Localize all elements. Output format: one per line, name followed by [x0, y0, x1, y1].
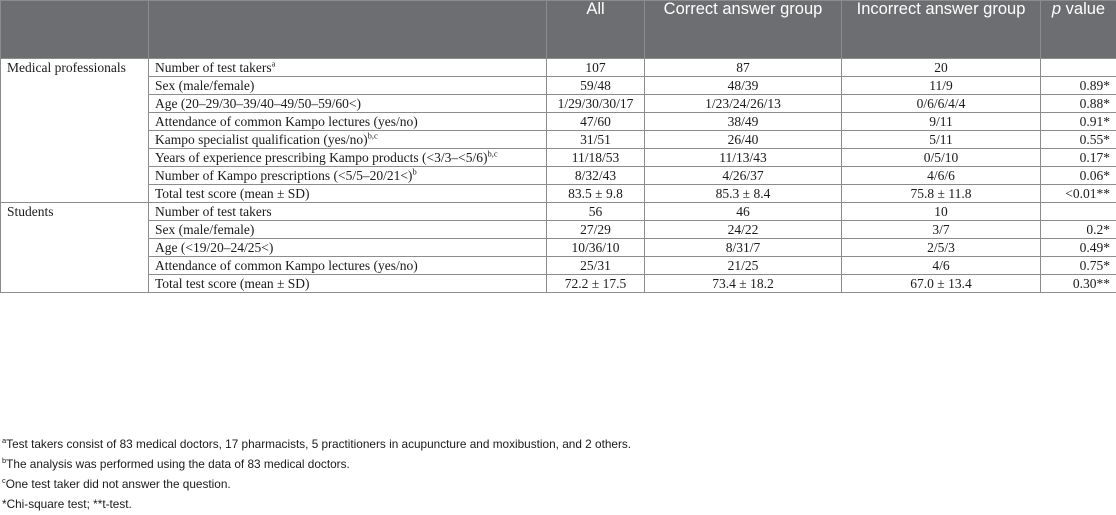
table-row [1, 185, 1116, 203]
variable-label: Attendance of common Kampo lectures (yes/no) [155, 114, 418, 129]
correct-value: 26/40 [645, 131, 842, 149]
p-value: 0.91* [1041, 113, 1116, 131]
all-value: 107 [547, 59, 645, 77]
table-row [1, 239, 1116, 257]
variable-cell [149, 149, 547, 167]
table-footnotes [2, 434, 631, 514]
table-row [1, 167, 1116, 185]
variable-cell [149, 113, 547, 131]
table-row [1, 77, 1116, 95]
all-value: 59/48 [547, 77, 645, 95]
footnote-line [2, 494, 631, 514]
variable-label: Kampo specialist qualification (yes/no) [155, 132, 368, 147]
table-row [1, 203, 1116, 221]
variable-label: Number of test takers [155, 60, 272, 75]
variable-cell [149, 257, 547, 275]
variable-label: Sex (male/female) [155, 222, 255, 237]
header-group-blank [1, 1, 149, 59]
variable-cell [149, 275, 547, 293]
footnote-mark: c [2, 476, 6, 486]
variable-cell [149, 221, 547, 239]
variable-cell [149, 77, 547, 95]
table-row [1, 95, 1116, 113]
all-value: 72.2 ± 17.5 [547, 275, 645, 293]
correct-value: 8/31/7 [645, 239, 842, 257]
all-value: 25/31 [547, 257, 645, 275]
all-value: 27/29 [547, 221, 645, 239]
p-value: 0.17* [1041, 149, 1116, 167]
variable-label: Age (<19/20–24/25<) [155, 240, 274, 255]
all-value: 47/60 [547, 113, 645, 131]
correct-value: 48/39 [645, 77, 842, 95]
correct-value: 1/23/24/26/13 [645, 95, 842, 113]
correct-value: 11/13/43 [645, 149, 842, 167]
footnote-line [2, 474, 631, 494]
p-value: 0.06* [1041, 167, 1116, 185]
table-row [1, 113, 1116, 131]
footnote-marker: b [412, 166, 417, 177]
incorrect-value: 4/6/6 [842, 167, 1041, 185]
header-p-italic: p [1051, 0, 1062, 18]
correct-value: 4/26/37 [645, 167, 842, 185]
variable-cell [149, 203, 547, 221]
all-value: 31/51 [547, 131, 645, 149]
p-value: 0.55* [1041, 131, 1116, 149]
table-row [1, 131, 1116, 149]
header-row [1, 1, 1116, 59]
group-label: Medical professionals [1, 59, 149, 203]
p-value: 0.88* [1041, 95, 1116, 113]
header-p-value [1041, 1, 1116, 59]
footnote-text: The analysis was performed using the data of 83 medical doctors. [6, 457, 350, 471]
footnote-text: Test takers consist of 83 medical doctors, 17 pharmacists, 5 practitioners in acupuncture and moxibustion, and 2 others. [6, 437, 632, 451]
p-value: 0.75* [1041, 257, 1116, 275]
variable-label: Years of experience prescribing Kampo products (<3/3–<5/6) [155, 150, 488, 165]
all-value: 83.5 ± 9.8 [547, 185, 645, 203]
group-label: Students [1, 203, 149, 293]
variable-label: Number of test takers [155, 204, 272, 219]
footnote-line [2, 454, 631, 474]
footnote-text: *Chi-square test; **t-test. [2, 497, 132, 511]
all-value: 11/18/53 [547, 149, 645, 167]
incorrect-value: 9/11 [842, 113, 1041, 131]
footnote-line [2, 434, 631, 454]
variable-label: Number of Kampo prescriptions (<5/5–20/21<) [155, 168, 413, 183]
footnote-mark: b [2, 456, 7, 466]
all-value: 8/32/43 [547, 167, 645, 185]
table-row [1, 275, 1116, 293]
variable-cell [149, 167, 547, 185]
all-value: 56 [547, 203, 645, 221]
correct-value: 46 [645, 203, 842, 221]
correct-value: 73.4 ± 18.2 [645, 275, 842, 293]
p-value [1041, 59, 1116, 77]
variable-cell [149, 239, 547, 257]
header-correct-group: Correct answer group [645, 1, 842, 59]
incorrect-value: 4/6 [842, 257, 1041, 275]
table-row [1, 59, 1116, 77]
variable-label: Age (20–29/30–39/40–49/50–59/60<) [155, 96, 361, 111]
p-value: 0.49* [1041, 239, 1116, 257]
correct-value: 21/25 [645, 257, 842, 275]
incorrect-value: 10 [842, 203, 1041, 221]
incorrect-value: 11/9 [842, 77, 1041, 95]
correct-value: 85.3 ± 8.4 [645, 185, 842, 203]
footnote-mark: a [2, 436, 7, 446]
variable-cell [149, 59, 547, 77]
header-variable-blank [149, 1, 547, 59]
variable-label: Total test score (mean ± SD) [155, 276, 310, 291]
incorrect-value: 67.0 ± 13.4 [842, 275, 1041, 293]
footnote-marker: a [271, 58, 276, 69]
footnote-text: One test taker did not answer the question. [5, 477, 231, 491]
p-value: 0.89* [1041, 77, 1116, 95]
footnote-marker: b,c [487, 148, 498, 159]
incorrect-value: 0/6/6/4/4 [842, 95, 1041, 113]
p-value: 0.30** [1041, 275, 1116, 293]
header-all: All [547, 1, 645, 59]
variable-label: Total test score (mean ± SD) [155, 186, 310, 201]
header-p-rest: value [1061, 0, 1106, 18]
incorrect-value: 3/7 [842, 221, 1041, 239]
p-value [1041, 203, 1116, 221]
all-value: 10/36/10 [547, 239, 645, 257]
incorrect-value: 5/11 [842, 131, 1041, 149]
correct-value: 24/22 [645, 221, 842, 239]
table-body [1, 59, 1116, 293]
variable-cell [149, 185, 547, 203]
correct-value: 38/49 [645, 113, 842, 131]
variable-label: Attendance of common Kampo lectures (yes/no) [155, 258, 418, 273]
table-row [1, 257, 1116, 275]
all-value: 1/29/30/30/17 [547, 95, 645, 113]
variable-cell [149, 131, 547, 149]
p-value: 0.2* [1041, 221, 1116, 239]
incorrect-value: 0/5/10 [842, 149, 1041, 167]
table-row [1, 221, 1116, 239]
header-incorrect-group: Incorrect answer group [842, 1, 1041, 59]
table-row [1, 149, 1116, 167]
incorrect-value: 2/5/3 [842, 239, 1041, 257]
incorrect-value: 75.8 ± 11.8 [842, 185, 1041, 203]
correct-value: 87 [645, 59, 842, 77]
footnote-marker: b,c [367, 130, 378, 141]
variable-label: Sex (male/female) [155, 78, 255, 93]
p-value: <0.01** [1041, 185, 1116, 203]
variable-cell [149, 95, 547, 113]
incorrect-value: 20 [842, 59, 1041, 77]
